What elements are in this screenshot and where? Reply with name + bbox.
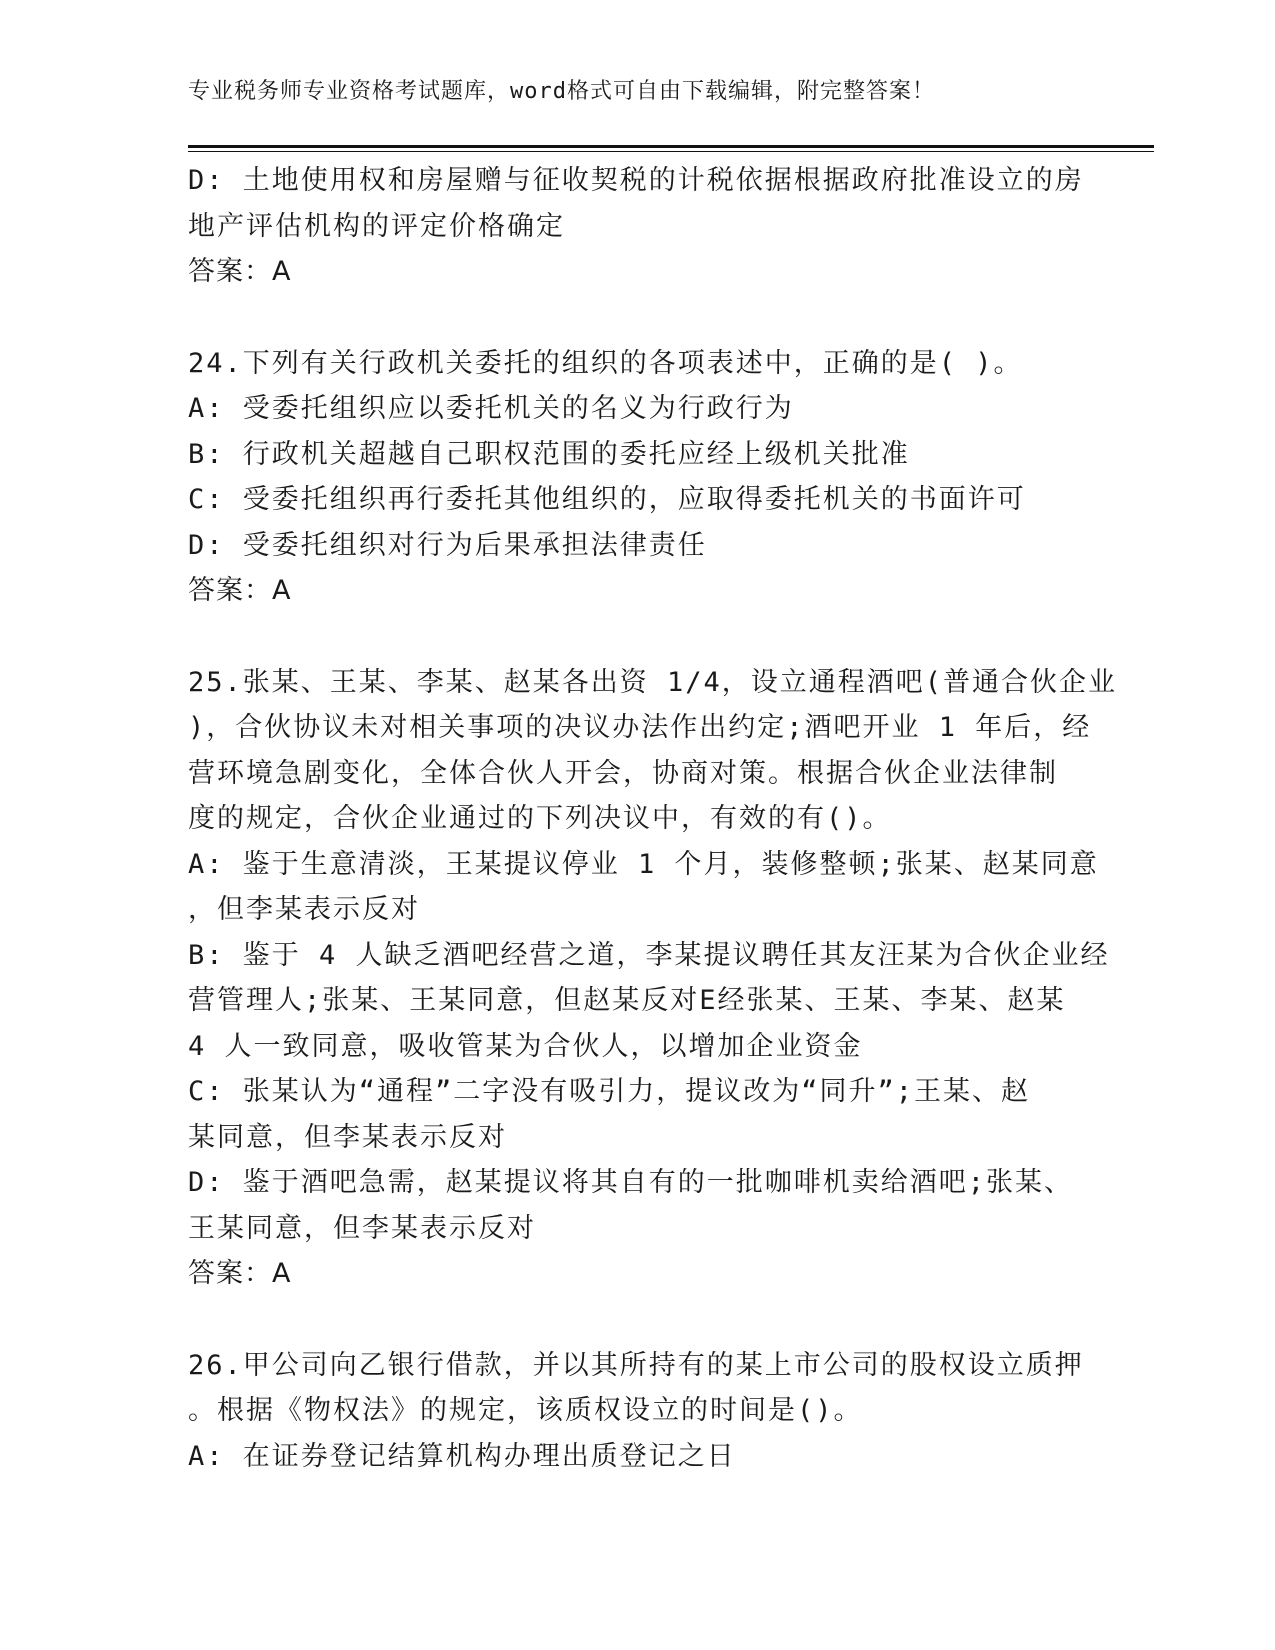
question-stem: 营环境急剧变化，全体合伙人开会，协商对策。根据合伙企业法律制 [188, 757, 1058, 789]
option-c: C: 张某认为“通程”二字没有吸引力，提议改为“同升”;王某、赵 [188, 1076, 1031, 1107]
option-d: D: 受委托组织对行为后果承担法律责任 [188, 529, 707, 561]
option-b: B: 鉴于 4 人缺乏酒吧经营之道，李某提议聘任其友汪某为合伙企业经 [188, 939, 1110, 971]
answer-line: 答案：A [188, 256, 292, 287]
option-a: A: 鉴于生意清淡，王某提议停业 1 个月，装修整顿;张某、赵某同意 [188, 848, 1099, 880]
option-a: A: 在证券登记结算机构办理出质登记之日 [188, 1440, 736, 1472]
spacer [188, 1297, 1088, 1343]
option-d-line: D: 土地使用权和房屋赠与征收契税的计税依据根据政府批准设立的房 [188, 165, 1084, 196]
option-c: 某同意，但李某表示反对 [188, 1121, 507, 1153]
answer-line: 答案：A [188, 1258, 292, 1289]
option-b: 4 人一致同意，吸收管某为合伙人，以增加企业资金 [188, 1030, 863, 1062]
option-b: 营管理人;张某、王某同意，但赵某反对E经张某、王某、李某、赵某 [188, 985, 1066, 1016]
spacer [188, 295, 1088, 341]
question-25 [188, 660, 1118, 1297]
question-26 [188, 1343, 1088, 1480]
option-a: ，但李某表示反对 [188, 894, 420, 925]
question-stem: )，合伙协议未对相关事项的决议办法作出约定;酒吧开业 1 年后，经 [188, 712, 1092, 743]
answer-line: 答案：A [188, 575, 292, 606]
page-header: 专业税务师专业资格考试题库，word格式可自由下载编辑，附完整答案！ [188, 79, 935, 104]
question-stem: 。根据《物权法》的规定，该质权设立的时间是()。 [188, 1395, 863, 1426]
question-stem: 度的规定，合伙企业通过的下列决议中，有效的有()。 [188, 803, 892, 834]
option-a: A: 受委托组织应以委托机关的名义为行政行为 [188, 393, 794, 424]
question-24 [188, 341, 1088, 614]
prev-question [188, 158, 1088, 295]
option-b: B: 行政机关超越自己职权范围的委托应经上级机关批准 [188, 438, 910, 470]
question-stem: 26.甲公司向乙银行借款，并以其所持有的某上市公司的股权设立质押 [188, 1349, 1084, 1381]
option-d: D: 鉴于酒吧急需，赵某提议将其自有的一批咖啡机卖给酒吧;张某、 [188, 1167, 1074, 1198]
question-stem: 24.下列有关行政机关委托的组织的各项表述中，正确的是( )。 [188, 347, 1023, 379]
header-rule-thin [188, 151, 1154, 152]
header-rule-thick [188, 145, 1154, 148]
question-stem: 25.张某、王某、李某、赵某各出资 1/4，设立通程酒吧(普通合伙企业 [188, 666, 1118, 698]
option-d: 王某同意，但李某表示反对 [188, 1212, 536, 1244]
spacer [188, 614, 1088, 660]
document-body [188, 158, 1118, 1479]
option-c: C: 受委托组织再行委托其他组织的，应取得委托机关的书面许可 [188, 484, 1026, 515]
option-d-line: 地产评估机构的评定价格确定 [188, 210, 565, 242]
